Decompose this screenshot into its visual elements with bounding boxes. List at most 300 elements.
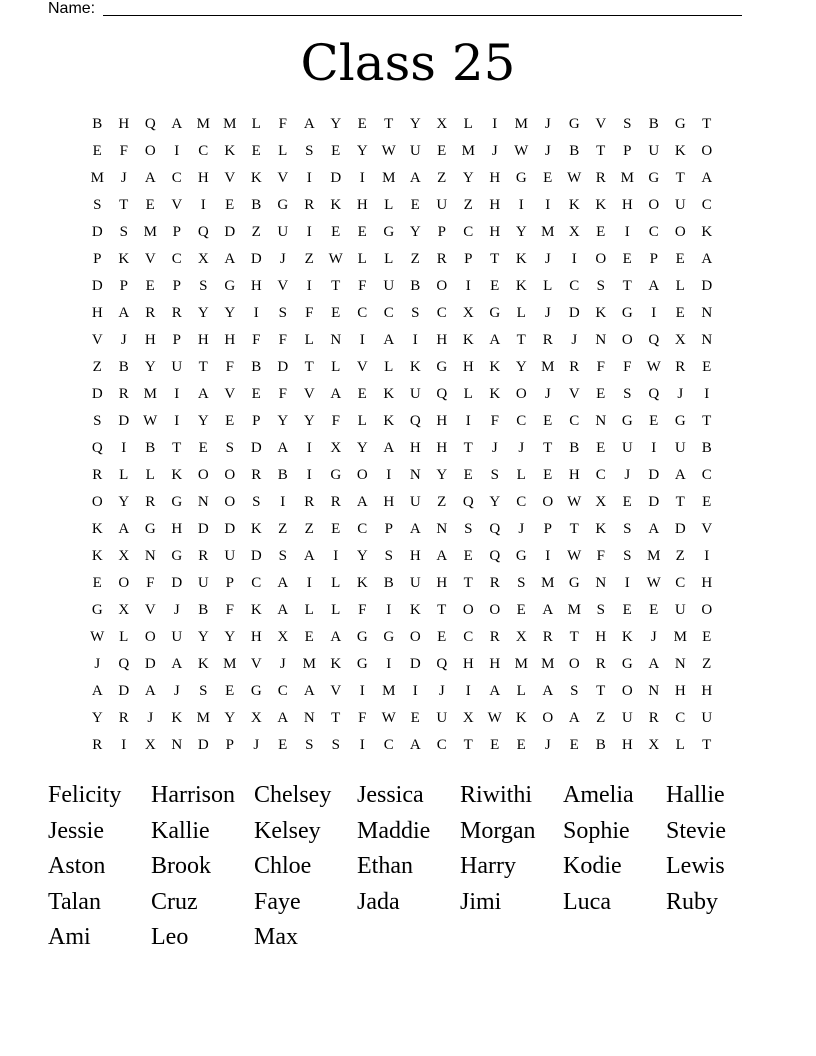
grid-letter: V	[171, 197, 183, 213]
grid-letter: C	[436, 737, 447, 753]
grid-letter: X	[568, 224, 580, 240]
word-list-item: Faye	[254, 888, 301, 915]
grid-letter: J	[173, 602, 180, 618]
grid-letter: E	[702, 629, 712, 645]
grid-letter: A	[701, 170, 713, 186]
grid-letter: M	[541, 359, 555, 375]
grid-letter: E	[516, 737, 526, 753]
grid-letter: G	[330, 467, 342, 483]
grid-letter: T	[331, 710, 341, 726]
grid-letter: M	[567, 602, 581, 618]
grid-letter: U	[409, 575, 421, 591]
grid-letter: D	[224, 224, 236, 240]
grid-letter: M	[196, 116, 210, 132]
grid-letter: V	[91, 332, 103, 348]
grid-letter: Q	[489, 548, 501, 564]
grid-letter: B	[251, 359, 262, 375]
grid-letter: U	[171, 359, 183, 375]
grid-letter: A	[568, 710, 580, 726]
grid-letter: D	[277, 359, 289, 375]
grid-letter: K	[330, 197, 342, 213]
grid-letter: U	[409, 143, 421, 159]
grid-letter: W	[381, 143, 396, 159]
word-list-item: Chelsey	[254, 782, 332, 808]
grid-letter: B	[701, 440, 712, 456]
grid-letter: D	[118, 413, 130, 429]
grid-letter: P	[172, 278, 181, 294]
grid-letter: V	[701, 521, 713, 537]
grid-letter: M	[647, 548, 661, 564]
grid-letter: K	[171, 467, 183, 483]
grid-letter: P	[464, 251, 473, 267]
grid-letter: O	[621, 683, 633, 699]
grid-letter: T	[463, 737, 473, 753]
grid-row	[84, 438, 720, 465]
grid-letter: T	[702, 413, 712, 429]
grid-letter: J	[544, 251, 551, 267]
grid-letter: N	[701, 332, 713, 348]
grid-letter: V	[277, 278, 289, 294]
grid-letter: M	[514, 116, 528, 132]
grid-letter: P	[623, 143, 632, 159]
grid-letter: R	[171, 305, 182, 321]
grid-letter: E	[543, 467, 553, 483]
grid-letter: I	[306, 170, 312, 186]
grid-letter: E	[198, 440, 208, 456]
grid-letter: S	[225, 440, 234, 456]
grid-letter: Y	[224, 629, 236, 645]
grid-letter: J	[120, 170, 127, 186]
grid-letter: C	[516, 494, 527, 510]
grid-letter: H	[489, 170, 501, 186]
word-list-item: Jessie	[48, 817, 104, 844]
grid-letter: G	[171, 494, 183, 510]
grid-letter: I	[333, 548, 339, 564]
grid-letter: R	[92, 467, 103, 483]
grid-letter: O	[515, 386, 527, 402]
grid-letter: Y	[224, 305, 236, 321]
grid-letter: B	[145, 440, 156, 456]
grid-letter: Y	[330, 116, 342, 132]
grid-letter: P	[384, 521, 393, 537]
grid-letter: E	[331, 521, 341, 537]
grid-letter: I	[624, 224, 630, 240]
grid-letter: K	[91, 521, 103, 537]
grid-letter: S	[93, 413, 102, 429]
grid-letter: F	[331, 413, 340, 429]
grid-letter: B	[410, 278, 421, 294]
grid-letter: A	[197, 386, 209, 402]
grid-letter: X	[436, 116, 448, 132]
grid-letter: K	[489, 359, 501, 375]
grid-letter: F	[358, 602, 367, 618]
grid-letter: D	[330, 170, 342, 186]
grid-letter: D	[250, 440, 262, 456]
grid-letter: Q	[197, 224, 209, 240]
grid-letter: A	[171, 116, 183, 132]
grid-letter: S	[623, 521, 632, 537]
grid-letter: A	[303, 116, 315, 132]
grid-letter: E	[357, 116, 367, 132]
grid-letter: K	[197, 656, 209, 672]
grid-letter: S	[623, 116, 632, 132]
grid-letter: L	[463, 386, 473, 402]
grid-letter: U	[648, 143, 660, 159]
grid-letter: O	[648, 197, 660, 213]
grid-letter: H	[489, 197, 501, 213]
grid-letter: L	[145, 467, 155, 483]
grid-letter: A	[144, 170, 156, 186]
grid-letter: O	[197, 467, 209, 483]
grid-letter: Z	[463, 197, 473, 213]
grid-letter: S	[199, 278, 208, 294]
grid-letter: A	[542, 683, 554, 699]
grid-letter: L	[331, 602, 341, 618]
grid-letter: I	[306, 467, 312, 483]
grid-letter: I	[359, 170, 365, 186]
grid-letter: F	[146, 575, 155, 591]
grid-letter: O	[462, 602, 474, 618]
grid-letter: H	[621, 197, 633, 213]
grid-letter: E	[596, 224, 606, 240]
grid-letter: H	[621, 737, 633, 753]
grid-row	[84, 573, 720, 600]
grid-letter: I	[624, 575, 630, 591]
grid-letter: H	[144, 332, 156, 348]
grid-letter: J	[438, 683, 445, 699]
grid-letter: E	[702, 494, 712, 510]
grid-letter: M	[461, 143, 475, 159]
grid-letter: A	[144, 683, 156, 699]
grid-letter: I	[306, 575, 312, 591]
grid-letter: L	[304, 332, 314, 348]
grid-letter: D	[409, 656, 421, 672]
grid-letter: J	[544, 116, 551, 132]
grid-letter: A	[330, 386, 342, 402]
grid-letter: Q	[648, 386, 660, 402]
grid-letter: K	[462, 332, 474, 348]
grid-letter: X	[118, 602, 130, 618]
grid-letter: A	[436, 548, 448, 564]
grid-letter: T	[622, 278, 632, 294]
grid-letter: P	[119, 278, 128, 294]
grid-row	[84, 546, 720, 573]
grid-letter: S	[252, 494, 261, 510]
grid-letter: E	[463, 548, 473, 564]
grid-letter: D	[197, 737, 209, 753]
grid-letter: M	[223, 116, 237, 132]
grid-letter: S	[623, 386, 632, 402]
grid-letter: E	[331, 224, 341, 240]
word-list-item: Maddie	[357, 817, 431, 844]
grid-letter: M	[302, 656, 316, 672]
grid-letter: E	[225, 197, 235, 213]
grid-row	[84, 249, 720, 276]
grid-letter: G	[674, 116, 686, 132]
grid-letter: I	[651, 440, 657, 456]
grid-letter: J	[491, 143, 498, 159]
grid-letter: G	[144, 521, 156, 537]
grid-letter: W	[90, 629, 105, 645]
grid-letter: O	[542, 710, 554, 726]
grid-letter: H	[489, 656, 501, 672]
grid-letter: G	[383, 629, 395, 645]
grid-letter: Y	[356, 143, 368, 159]
grid-letter: M	[90, 170, 104, 186]
grid-letter: F	[278, 386, 287, 402]
grid-letter: G	[250, 683, 262, 699]
grid-letter: Z	[675, 548, 685, 564]
grid-letter: S	[199, 683, 208, 699]
word-list-item: Kelsey	[254, 817, 321, 844]
grid-letter: E	[516, 602, 526, 618]
grid-letter: S	[278, 305, 287, 321]
grid-letter: G	[621, 305, 633, 321]
grid-letter: L	[119, 629, 129, 645]
grid-letter: E	[251, 143, 261, 159]
grid-letter: F	[305, 305, 314, 321]
grid-letter: M	[541, 224, 555, 240]
grid-letter: K	[383, 413, 395, 429]
grid-letter: F	[490, 413, 499, 429]
grid-letter: A	[118, 521, 130, 537]
grid-letter: Q	[489, 521, 501, 537]
grid-letter: C	[701, 197, 712, 213]
grid-letter: N	[436, 521, 448, 537]
grid-letter: E	[622, 494, 632, 510]
grid-letter: G	[91, 602, 103, 618]
page-title: Class 25	[300, 34, 516, 92]
grid-letter: N	[144, 548, 156, 564]
grid-letter: F	[623, 359, 632, 375]
grid-letter: I	[174, 143, 180, 159]
grid-letter: C	[383, 737, 394, 753]
grid-letter: T	[437, 602, 447, 618]
grid-letter: L	[384, 359, 394, 375]
grid-letter: F	[358, 278, 367, 294]
grid-letter: O	[621, 332, 633, 348]
grid-letter: K	[515, 710, 527, 726]
grid-letter: S	[570, 683, 579, 699]
grid-letter: S	[384, 548, 393, 564]
grid-letter: E	[331, 305, 341, 321]
grid-letter: Y	[356, 440, 368, 456]
grid-letter: I	[704, 386, 710, 402]
grid-letter: Y	[515, 359, 527, 375]
grid-letter: L	[516, 305, 526, 321]
grid-letter: E	[596, 386, 606, 402]
grid-letter: W	[381, 710, 396, 726]
grid-row	[84, 492, 720, 519]
grid-letter: I	[571, 251, 577, 267]
grid-letter: L	[278, 143, 288, 159]
grid-letter: S	[490, 467, 499, 483]
grid-letter: E	[675, 251, 685, 267]
grid-letter: I	[121, 440, 127, 456]
grid-letter: P	[543, 521, 552, 537]
grid-letter: E	[649, 602, 659, 618]
grid-row	[84, 222, 720, 249]
grid-letter: A	[701, 251, 713, 267]
grid-letter: I	[121, 737, 127, 753]
grid-letter: E	[675, 305, 685, 321]
word-list-item: Brook	[151, 853, 211, 879]
grid-letter: E	[622, 251, 632, 267]
grid-letter: R	[304, 494, 315, 510]
grid-letter: G	[356, 629, 368, 645]
grid-letter: O	[595, 251, 607, 267]
grid-row	[84, 195, 720, 222]
grid-row	[84, 519, 720, 546]
grid-letter: Q	[648, 332, 660, 348]
grid-letter: E	[92, 143, 102, 159]
grid-letter: I	[174, 386, 180, 402]
grid-letter: B	[648, 116, 659, 132]
grid-letter: T	[331, 278, 341, 294]
grid-letter: Y	[197, 629, 209, 645]
grid-letter: Y	[409, 224, 421, 240]
grid-letter: N	[197, 494, 209, 510]
word-list-item: Harry	[460, 853, 516, 879]
grid-letter: E	[225, 413, 235, 429]
grid-letter: I	[412, 332, 418, 348]
grid-letter: C	[357, 521, 368, 537]
grid-letter: P	[172, 224, 181, 240]
grid-letter: A	[356, 494, 368, 510]
grid-letter: I	[465, 683, 471, 699]
grid-letter: G	[621, 413, 633, 429]
grid-letter: E	[331, 143, 341, 159]
grid-letter: A	[277, 602, 289, 618]
grid-letter: I	[306, 278, 312, 294]
name-label: Name:	[48, 0, 96, 17]
grid-row	[84, 303, 720, 330]
grid-letter: P	[649, 251, 658, 267]
grid-letter: G	[674, 413, 686, 429]
word-list-item: Leo	[151, 924, 189, 950]
grid-letter: W	[567, 494, 582, 510]
grid-letter: Z	[92, 359, 102, 375]
grid-letter: C	[171, 170, 182, 186]
grid-letter: C	[675, 710, 686, 726]
grid-letter: F	[278, 116, 287, 132]
grid-letter: O	[489, 602, 501, 618]
grid-letter: X	[462, 305, 474, 321]
grid-letter: K	[568, 197, 580, 213]
grid-letter: M	[541, 575, 555, 591]
grid-letter: V	[595, 116, 607, 132]
grid-letter: T	[172, 440, 182, 456]
grid-letter: D	[91, 386, 103, 402]
grid-letter: A	[330, 629, 342, 645]
grid-row	[84, 627, 720, 654]
grid-row	[84, 681, 720, 708]
grid-letter: T	[569, 521, 579, 537]
grid-letter: R	[569, 359, 580, 375]
grid-letter: B	[595, 737, 606, 753]
grid-letter: J	[173, 683, 180, 699]
grid-letter: C	[569, 413, 580, 429]
word-list-item: Kallie	[151, 817, 210, 844]
grid-letter: G	[515, 548, 527, 564]
grid-letter: F	[596, 359, 605, 375]
grid-letter: X	[197, 251, 209, 267]
grid-letter: F	[119, 143, 128, 159]
grid-letter: L	[357, 413, 367, 429]
grid-letter: C	[436, 305, 447, 321]
grid-letter: M	[541, 656, 555, 672]
grid-letter: Q	[409, 413, 421, 429]
grid-letter: E	[463, 467, 473, 483]
grid-letter: L	[516, 683, 526, 699]
grid-letter: D	[197, 521, 209, 537]
grid-letter: G	[277, 197, 289, 213]
word-list-item: Riwithi	[460, 782, 533, 808]
grid-letter: E	[410, 197, 420, 213]
word-list-item: Aston	[48, 853, 106, 879]
grid-letter: C	[251, 575, 262, 591]
grid-letter: R	[118, 710, 129, 726]
grid-letter: J	[544, 143, 551, 159]
word-list-item: Ami	[48, 924, 91, 950]
grid-letter: H	[224, 332, 236, 348]
grid-letter: K	[515, 251, 527, 267]
grid-letter: K	[383, 386, 395, 402]
grid-letter: J	[491, 440, 498, 456]
grid-letter: C	[675, 575, 686, 591]
grid-letter: S	[596, 278, 605, 294]
grid-letter: A	[648, 521, 660, 537]
grid-letter: H	[250, 629, 262, 645]
grid-letter: Z	[304, 521, 314, 537]
grid-letter: X	[118, 548, 130, 564]
grid-row	[84, 330, 720, 357]
grid-letter: F	[225, 359, 234, 375]
grid-letter: Q	[462, 494, 474, 510]
grid-letter: J	[518, 521, 525, 537]
grid-letter: A	[674, 467, 686, 483]
grid-letter: U	[171, 629, 183, 645]
grid-letter: Y	[224, 710, 236, 726]
grid-letter: W	[514, 143, 529, 159]
grid-letter: E	[490, 278, 500, 294]
grid-letter: E	[357, 386, 367, 402]
grid-letter: K	[409, 602, 421, 618]
grid-letter: E	[569, 737, 579, 753]
grid-letter: Z	[437, 170, 447, 186]
grid-letter: Y	[197, 305, 209, 321]
grid-letter: U	[436, 710, 448, 726]
grid-letter: O	[701, 143, 713, 159]
grid-letter: A	[277, 440, 289, 456]
grid-letter: R	[595, 170, 606, 186]
grid-letter: T	[198, 359, 208, 375]
grid-letter: X	[144, 737, 156, 753]
grid-letter: A	[303, 683, 315, 699]
grid-letter: O	[409, 629, 421, 645]
grid-letter: M	[196, 710, 210, 726]
grid-letter: I	[545, 548, 551, 564]
grid-letter: K	[250, 602, 262, 618]
grid-letter: E	[278, 737, 288, 753]
word-list	[48, 778, 769, 956]
grid-letter: N	[330, 332, 342, 348]
grid-letter: U	[621, 440, 633, 456]
grid-letter: B	[277, 467, 288, 483]
grid-letter: O	[144, 629, 156, 645]
grid-letter: H	[701, 575, 713, 591]
grid-letter: B	[198, 602, 209, 618]
